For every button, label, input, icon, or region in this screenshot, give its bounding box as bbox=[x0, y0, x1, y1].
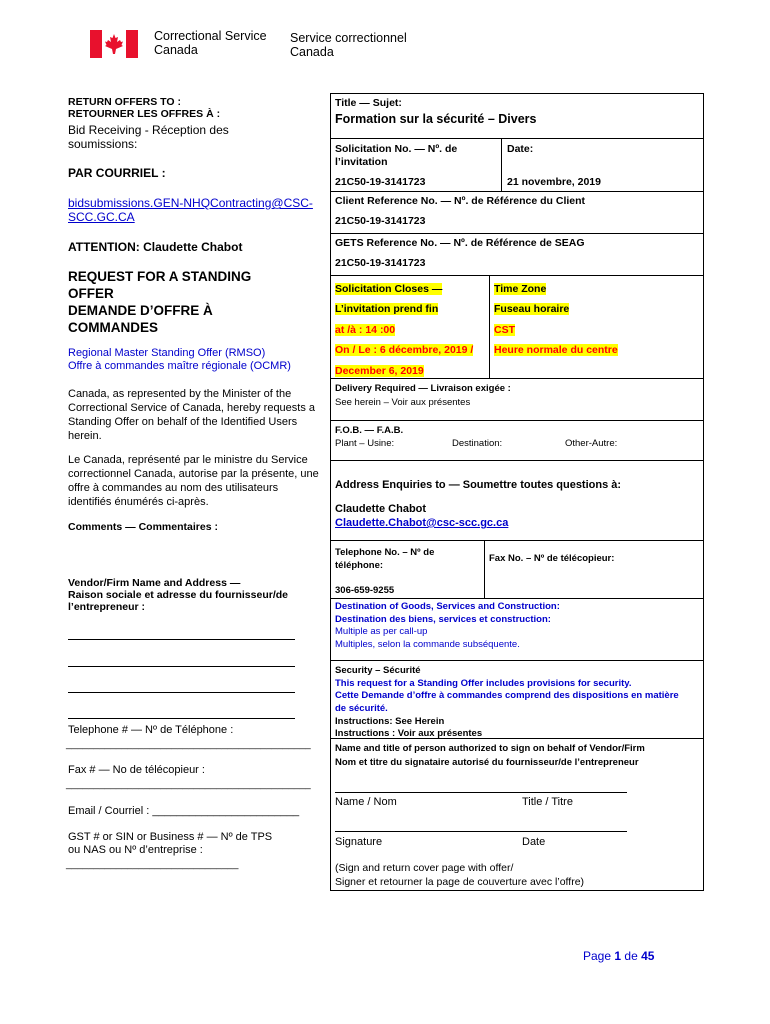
fob-label: F.O.B. — F.A.B. bbox=[335, 425, 404, 436]
par-courriel-label: PAR COURRIEL : bbox=[68, 166, 166, 180]
attention-line: ATTENTION: Claudette Chabot bbox=[68, 240, 243, 254]
delivery-required-value: See herein – Voir aux présentes bbox=[335, 397, 471, 408]
telephone-field[interactable]: ____________________________________________ bbox=[66, 739, 311, 750]
telephone-label: Telephone # — Nº de Téléphone : bbox=[68, 724, 234, 736]
client-reference-value: 21C50-19-3141723 bbox=[335, 215, 426, 227]
vendor-address-line-1[interactable] bbox=[68, 639, 295, 640]
email-field[interactable]: Email / Courriel : ________________________ bbox=[68, 805, 300, 817]
signature-label: Signature bbox=[335, 836, 383, 848]
solicitation-closes-block: Solicitation Closes — L’invitation prend fin at /à : 14 :00 On / Le : 6 décembre, 2019 / December 6, 2019 bbox=[335, 283, 474, 377]
name-title-line[interactable] bbox=[335, 792, 627, 793]
gets-reference-label: GETS Reference No. — Nº. de Référence de SEAG bbox=[335, 237, 585, 249]
date-label: Date: bbox=[507, 143, 534, 155]
vendor-address-line-3[interactable] bbox=[68, 692, 295, 693]
fax-field[interactable]: ____________________________________________ bbox=[66, 779, 311, 790]
gets-reference-value: 21C50-19-3141723 bbox=[335, 257, 426, 269]
vendor-address-line-4[interactable] bbox=[68, 718, 295, 719]
title-titre-label: Title / Titre bbox=[522, 796, 573, 808]
title-label: Title — Sujet: bbox=[335, 97, 402, 109]
vendor-name-address-label: Vendor/Firm Name and Address — Raison sociale et adresse du fournisseur/de l’entrepreneur : bbox=[68, 577, 288, 613]
date-value: 21 novembre, 2019 bbox=[507, 176, 601, 188]
contact-email-link[interactable]: Claudette.Chabot@csc-scc.gc.ca bbox=[335, 517, 509, 529]
return-offers-label: RETURN OFFERS TO : RETOURNER LES OFFRES À : bbox=[68, 96, 221, 120]
org-name-en: Correctional Service Canada bbox=[154, 29, 267, 57]
telephone-no-label: Telephone No. – Nº de téléphone: bbox=[335, 547, 435, 571]
fob-plant: Plant – Usine: bbox=[335, 438, 395, 449]
bid-submission-email-link[interactable]: bidsubmissions.GEN-NHQContracting@CSC- SCC.GC.CA bbox=[68, 196, 313, 224]
fob-other: Other-Autre: bbox=[565, 438, 618, 449]
request-standing-offer-heading: REQUEST FOR A STANDING OFFER DEMANDE D’OFFRE À COMMANDES bbox=[68, 269, 252, 335]
org-name-fr: Service correctionnel Canada bbox=[290, 31, 407, 59]
client-reference-label: Client Reference No. — Nº. de Référence du Client bbox=[335, 195, 586, 207]
form-box bbox=[330, 93, 704, 891]
canada-request-en: Canada, as represented by the Minister of the Correctional Service of Canada, hereby requests a Standing Offer on behalf of the Identified Users herein. bbox=[68, 388, 316, 442]
instructions-block: Instructions: See Herein Instructions : Voir aux présentes bbox=[335, 716, 483, 739]
solicitation-no-value: 21C50-19-3141723 bbox=[335, 176, 426, 188]
name-label: Name / Nom bbox=[335, 796, 397, 808]
fax-label: Fax # — No de télécopieur : bbox=[68, 764, 205, 776]
contact-name: Claudette Chabot bbox=[335, 503, 427, 515]
delivery-required-label: Delivery Required — Livraison exigée : bbox=[335, 383, 511, 394]
fax-no-label: Fax No. – Nº de télécopieur: bbox=[489, 553, 615, 564]
title-value: Formation sur la sécurité – Divers bbox=[335, 112, 537, 126]
solicitation-no-label: Solicitation No. — Nº. de l’invitation bbox=[335, 143, 458, 168]
address-enquiries-label: Address Enquiries to — Soumettre toutes questions à: bbox=[335, 479, 622, 491]
comments-label: Comments — Commentaires : bbox=[68, 521, 218, 533]
canada-request-fr: Le Canada, représenté par le ministre du Service correctionnel Canada, autorise par la présente, une offre à commandes au nom des utilisateurs identifiés énumérés ci-après. bbox=[68, 454, 319, 508]
date-signature-label: Date bbox=[522, 836, 546, 848]
signature-line[interactable] bbox=[335, 831, 627, 832]
rmso-label: Regional Master Standing Offer (RMSO) Offre à commandes maître régionale (OCMR) bbox=[68, 347, 291, 372]
bid-receiving: Bid Receiving - Réception des soumissions: bbox=[68, 123, 229, 151]
gst-field[interactable]: _______________________________ bbox=[66, 859, 239, 870]
sign-return-note: (Sign and return cover page with offer/ Signer et retourner la page de couverture avec l’offre) bbox=[335, 862, 585, 888]
fob-destination: Destination: bbox=[452, 438, 503, 449]
time-zone-block: Time Zone Fuseau horaire CST Heure normale du centre bbox=[494, 283, 618, 357]
telephone-no-value: 306-659-9255 bbox=[335, 585, 395, 596]
vendor-address-line-2[interactable] bbox=[68, 666, 295, 667]
gst-label: GST # or SIN or Business # — Nº de TPS ou NAS ou Nº d’entreprise : bbox=[68, 831, 273, 856]
page-number: Page 1 de 45 bbox=[583, 949, 655, 963]
canada-flag-icon bbox=[90, 30, 138, 58]
destination-block: Destination of Goods, Services and Construction: Destination des biens, services et construction: Multiple as per call-up Multiples, selon la commande subséquente. bbox=[335, 601, 560, 650]
authorized-person-label: Name and title of person authorized to sign on behalf of Vendor/Firm Nom et titre du signataire autorisé du fournisseur/de l’entrepreneur bbox=[335, 743, 645, 768]
security-block: Security – Sécurité This request for a Standing Offer includes provisions for security. Cette Demande d’offre à commandes comprend des dispositions en matière de sécurité. bbox=[335, 665, 679, 714]
